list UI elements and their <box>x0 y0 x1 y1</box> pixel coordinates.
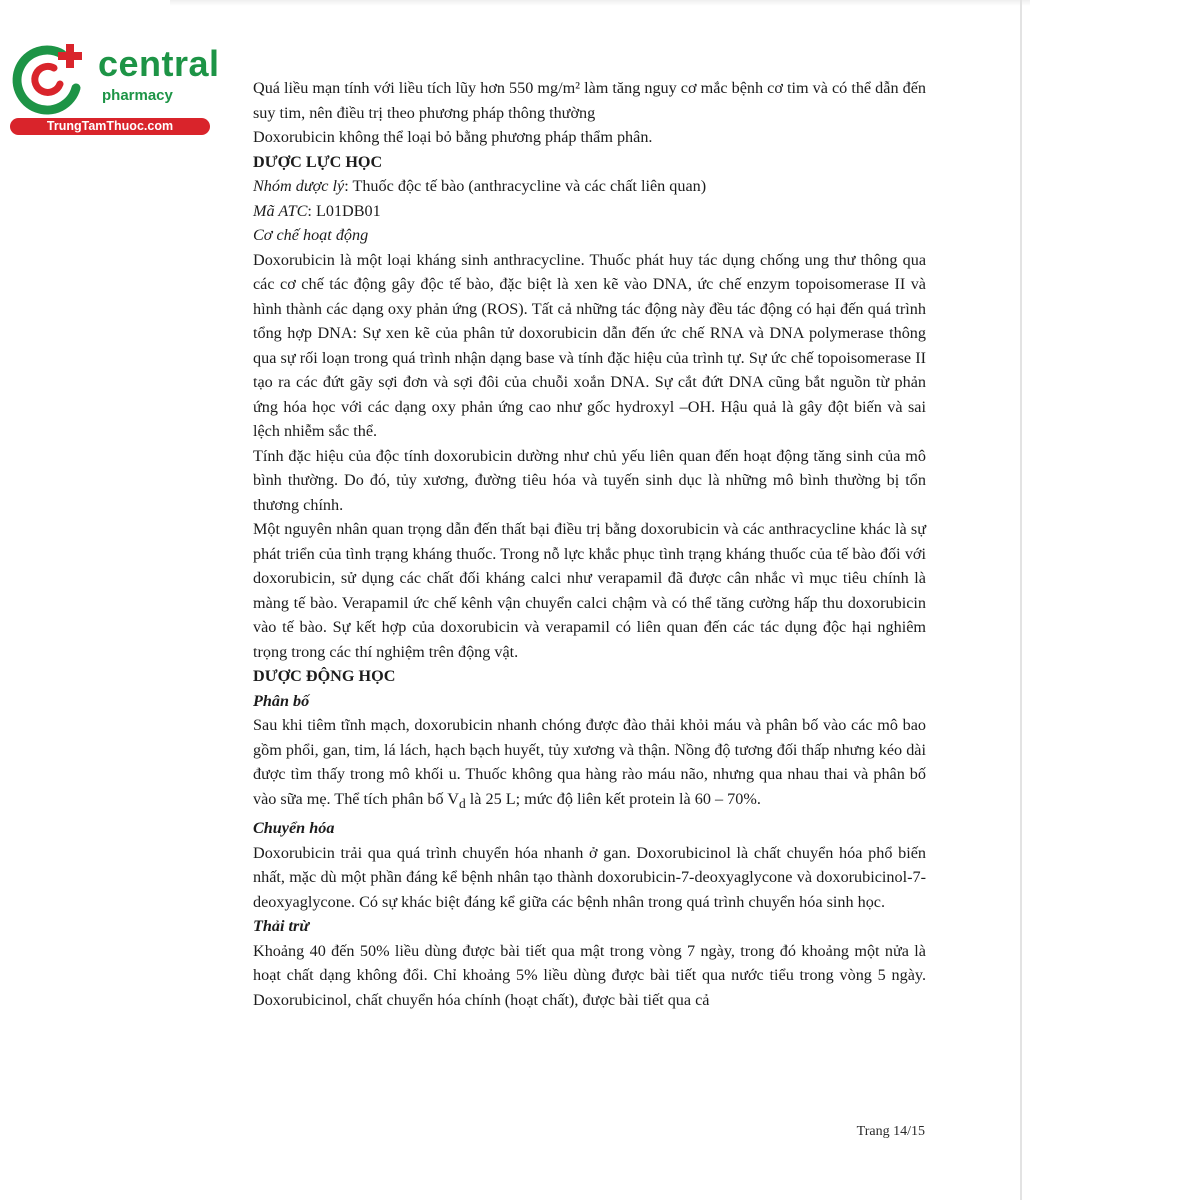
page-number: Trang 14/15 <box>856 1124 925 1139</box>
dialysis-note: Doxorubicin không thể loại bỏ bằng phương pháp thẩm phân. <box>253 128 653 146</box>
elimination-paragraph: Khoảng 40 đến 50% liều dùng được bài tiết qua mật trong vòng 7 ngày, trong đó khoảng một nửa là hoạt chất dạng không đổi. Chỉ khoảng 5% liều dùng được bài tiết qua nước tiểu trong vòng 5 ngày. Doxorubicinol, chất chuyển hóa chính (hoạt chất), được bài tiết qua cả <box>253 941 926 1009</box>
distribution-subscript: d <box>458 795 466 811</box>
distribution-label: Phân bố <box>253 691 310 710</box>
mechanism-paragraph-1: Doxorubicin là một loại kháng sinh anthracycline. Thuốc phát huy tác dụng chống ung thư thông qua các cơ chế tác động gây độc tế bào, đặc biệt là xen kẽ vào DNA, ức chế enzym topoisomerase II và hình thành các dạng oxy phản ứng (ROS). Tất cả những tác động này đều tác động có hại đến quá trình tổng hợp DNA: Sự xen kẽ của phân tử doxorubicin dẫn đến ức chế RNA và DNA polymerase thông qua sự rối loạn trong quá trình nhận dạng base và tính đặc hiệu của trình tự. Sự ức chế topoisomerase II tạo ra các đứt gãy sợi đơn và sợi đôi của chuỗi xoắn DNA. Sự cắt đứt DNA cũng bắt nguồn từ phản ứng hóa học với các dạng oxy phản ứng cao như gốc hydroxyl –OH. Hậu quả là gây đột biến và sai lệch nhiễm sắc thể. <box>253 250 926 440</box>
distribution-text-a: Sau khi tiêm tĩnh mạch, doxorubicin nhanh chóng được đào thải khỏi máu và phân bố vào các mô bao gồm phổi, gan, tim, lá lách, hạch bạch huyết, tủy xương và thận. Nồng độ tương đối thấp nhưng kéo dài được tìm thấy trong mô khối u. Thuốc không qua hàng rào máu não, nhưng qua nhau thai và phân bố vào sữa mẹ. Thể tích phân bố V <box>253 716 926 808</box>
pharmacodynamics-heading: DƯỢC LỰC HỌC <box>253 152 383 171</box>
atc-label: Mã ATC <box>253 201 308 220</box>
logo-brand-name: central <box>98 43 220 84</box>
distribution-paragraph <box>253 713 926 816</box>
document-body <box>253 76 926 1012</box>
elimination-label: Thải trừ <box>253 917 310 936</box>
metabolism-label: Chuyển hóa <box>253 819 335 838</box>
mechanism-paragraph-3: Một nguyên nhân quan trọng dẫn đến thất bại điều trị bằng doxorubicin và các anthracycline khác là sự phát triển của tình trạng kháng thuốc. Trong nỗ lực khắc phục tình trạng kháng thuốc của tế bào đối với doxorubicin, sử dụng các chất đối kháng calci như verapamil đã được cân nhắc vì mục tiêu chính là màng tế bào. Verapamil ức chế kênh vận chuyển calci chậm và có thể tăng cường hấp thu doxorubicin vào tế bào. Sự kết hợp của doxorubicin và verapamil có liên quan đến các tác dụng độc hại nghiêm trọng trong các thí nghiệm trên động vật. <box>253 520 926 661</box>
logo-brand-subtitle: pharmacy <box>102 87 173 104</box>
pharmacologic-group <box>253 174 926 199</box>
central-pharmacy-logo[interactable] <box>10 38 220 138</box>
scan-edge-line <box>1020 0 1022 1200</box>
atc-code <box>253 199 926 224</box>
atc-value: : L01DB01 <box>307 201 381 220</box>
scan-top-shadow <box>170 0 1030 6</box>
distribution-text-b: là 25 L; mức độ liên kết protein là 60 – 70%. <box>465 789 761 808</box>
pharmacokinetics-heading: DƯỢC ĐỘNG HỌC <box>253 667 396 685</box>
group-value: : Thuốc độc tế bào (anthracycline và các chất liên quan) <box>344 177 707 195</box>
metabolism-paragraph: Doxorubicin trải qua quá trình chuyển hóa nhanh ở gan. Doxorubicinol là chất chuyển hóa phổ biến nhất, mặc dù một phần đáng kể bệnh nhân tạo thành doxorubicin-7-deoxyaglycone và doxorubicinol-7-deoxyaglycone. Có sự khác biệt đáng kể giữa các bệnh nhân trong quá trình chuyển hóa sinh học. <box>253 843 926 911</box>
mechanism-paragraph-2: Tính đặc hiệu của độc tính doxorubicin dường như chủ yếu liên quan đến hoạt động tăng sinh của mô bình thường. Do đó, tủy xương, đường tiêu hóa và tuyến sinh dục là những mô bình thường bị tổn thương chính. <box>253 446 926 514</box>
overdose-paragraph: Quá liều mạn tính với liều tích lũy hơn 550 mg/m² làm tăng nguy cơ mắc bệnh cơ tim và có thể dẫn đến suy tim, nên điều trị theo phương pháp thông thường <box>253 79 926 122</box>
mechanism-label: Cơ chế hoạt động <box>253 226 369 244</box>
logo-website-url[interactable]: TrungTamThuoc.com <box>10 118 210 135</box>
group-label: Nhóm dược lý <box>253 177 345 195</box>
pharmacy-cross-icon <box>10 38 90 118</box>
